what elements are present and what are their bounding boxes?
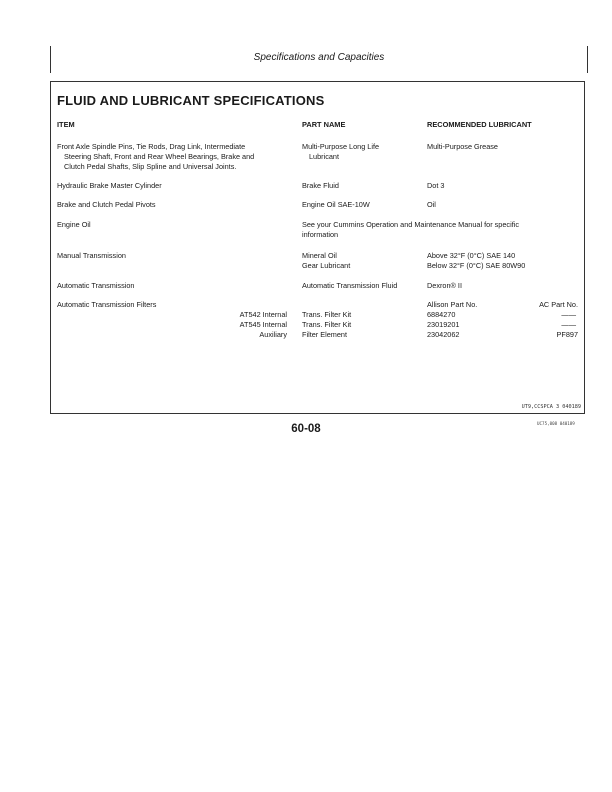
row-1-item: Hydraulic Brake Master Cylinder (57, 181, 162, 190)
row-3-part-name: See your Cummins Operation and Maintenance Manual for specific information (302, 220, 519, 240)
row-6-item: Automatic Transmission Filters (57, 300, 157, 309)
filter-allison-no: 6884270 (427, 310, 456, 319)
filter-allison-no: 23019201 (427, 320, 460, 329)
ac-part-header: AC Part No. (539, 300, 578, 309)
row-2-lubricant: Oil (427, 200, 436, 209)
row-5-lubricant: Dexron® II (427, 281, 462, 290)
page-number: 60-08 (291, 423, 321, 435)
filter-sub-item: Auxiliary (259, 330, 287, 339)
row-5-item: Automatic Transmission (57, 281, 135, 290)
row-0-lubricant: Multi-Purpose Grease (427, 142, 498, 151)
filter-part-name: Filter Element (302, 330, 348, 339)
row-1-part-name: Brake Fluid (302, 181, 339, 190)
allison-part-header: Allison Part No. (427, 300, 478, 309)
section-title: FLUID AND LUBRICANT SPECIFICATIONS (57, 93, 325, 108)
row-0-part-name: Multi-Purpose Long Life Lubricant (302, 142, 380, 162)
page-header (50, 46, 588, 73)
row-5-part-name: Automatic Transmission Fluid (302, 281, 398, 290)
filter-ac-no: —— (561, 320, 576, 329)
row-1-lubricant: Dot 3 (427, 181, 445, 190)
row-0-item: Front Axle Spindle Pins, Tie Rods, Drag Link, Intermediate Steering Shaft, Front and Rear Wheel Bearings, Brake and Clutch Pedal Shafts, Slip Spline and Universal Joints. (57, 142, 255, 172)
row-4-part-name: Mineral Oil Gear Lubricant (302, 251, 351, 271)
filter-part-name: Trans. Filter Kit (302, 320, 352, 329)
filter-ac-no: PF897 (556, 330, 578, 339)
col-header-part-name: PART NAME (302, 120, 346, 129)
page-reference: UC75,008 040189 (537, 421, 575, 426)
filter-sub-item: AT545 Internal (239, 320, 287, 329)
filter-part-name: Trans. Filter Kit (302, 310, 352, 319)
spec-box (50, 81, 585, 414)
row-3-item: Engine Oil (57, 220, 91, 229)
row-4-lubricant: Above 32°F (0°C) SAE 140 Below 32°F (0°C) SAE 80W90 (427, 251, 526, 271)
row-2-item: Brake and Clutch Pedal Pivots (57, 200, 156, 209)
col-header-lubricant: RECOMMENDED LUBRICANT (427, 120, 532, 129)
filter-sub-item: AT542 Internal (239, 310, 287, 319)
filter-ac-no: —— (561, 310, 576, 319)
row-2-part-name: Engine Oil SAE-10W (302, 200, 370, 209)
header-title: Specifications and Capacities (253, 52, 385, 63)
document-reference: UT9,CCSPCA 3 040189 (521, 404, 581, 410)
row-4-item: Manual Transmission (57, 251, 126, 260)
filter-allison-no: 23042062 (427, 330, 460, 339)
col-header-item: ITEM (57, 120, 75, 129)
